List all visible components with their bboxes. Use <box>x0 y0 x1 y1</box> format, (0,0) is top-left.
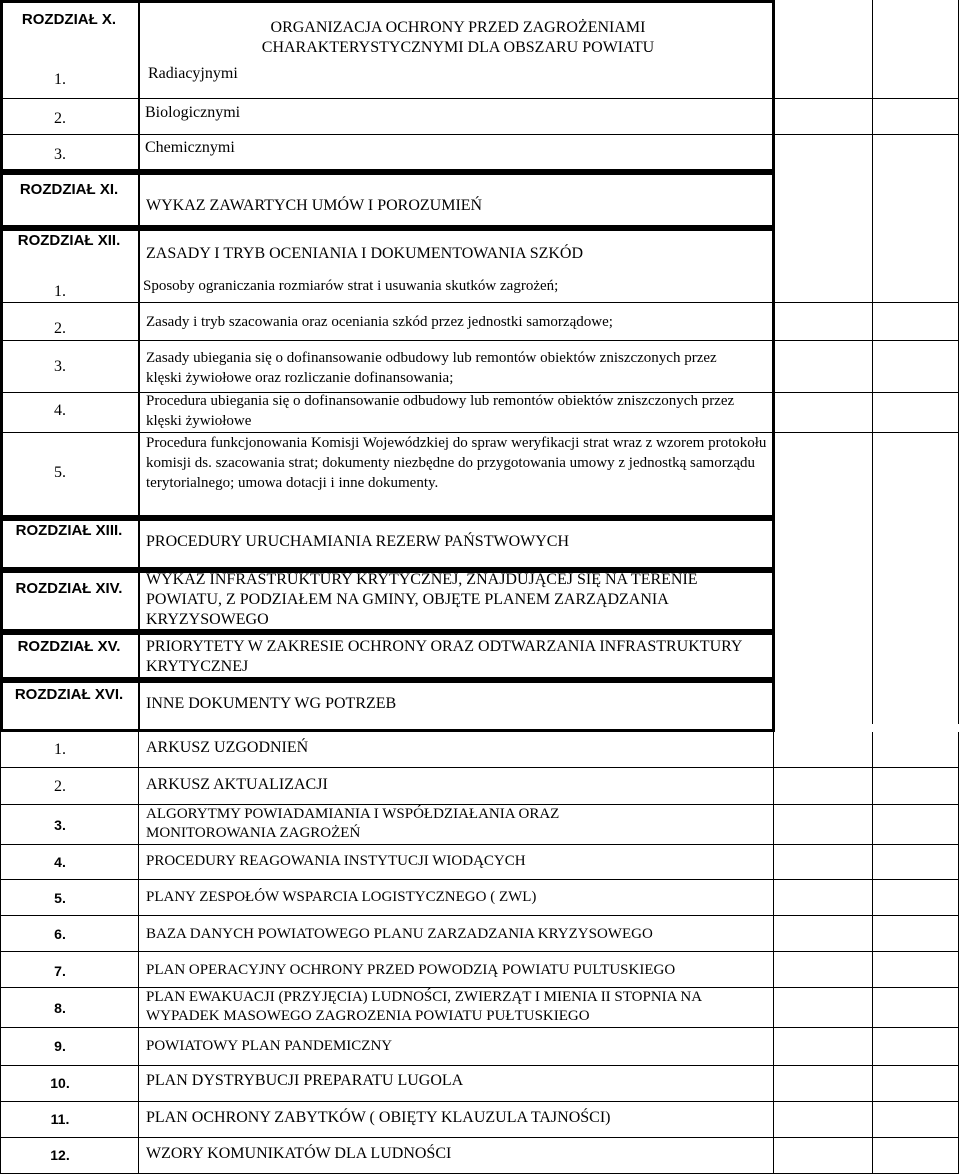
item-number: 5. <box>54 464 66 481</box>
section-title: WYKAZ INFRASTRUKTURY KRYTYCZNEJ, ZNAJDUJĄCEJ SIĘ NA TERENIE POWIATU, Z PODZIAŁEM NA GMINY, OBJĘTE PLANEM ZARZĄDZANIA KRYZYSOWEGO <box>146 571 698 628</box>
item-number: 1. <box>54 283 66 300</box>
item-number: 3. <box>54 146 66 163</box>
section-title: ZASADY I TRYB OCENIANIA I DOKUMENTOWANIA SZKÓD <box>146 245 584 262</box>
annex-title: PLAN DYSTRYBUCJI PREPARATU LUGOLA <box>146 1072 464 1089</box>
item-text: Radiacyjnymi <box>148 65 238 82</box>
annex-title: PLANY ZESPOŁÓW WSPARCIA LOGISTYCZNEGO ( ZWL) <box>146 889 537 905</box>
section-label: ROZDZIAŁ XV. <box>17 638 121 655</box>
section-title: ORGANIZACJA OCHRONY PRZED ZAGROŻENIAMI CHARAKTERYSTYCZNYMI DLA OBSZARU POWIATU <box>261 19 655 56</box>
item-number: 4. <box>54 402 66 419</box>
section-label: ROZDZIAŁ XIII. <box>15 522 123 539</box>
section-title: INNE DOKUMENTY WG POTRZEB <box>146 695 397 712</box>
item-number: 2. <box>54 110 66 127</box>
annex-title: WZORY KOMUNIKATÓW DLA LUDNOŚCI <box>146 1145 452 1162</box>
section-label: ROZDZIAŁ XVI. <box>14 686 124 703</box>
item-text: Chemicznymi <box>145 139 235 156</box>
annex-title: PLAN OPERACYJNY OCHRONY PRZED POWODZIĄ POWIATU PULTUSKIEGO <box>146 962 676 978</box>
annex-number: 1. <box>54 741 66 758</box>
item-text: Zasady i tryb szacowania oraz oceniania szkód przez jednostki samorządowe; <box>146 314 613 330</box>
section-title: PROCEDURY URUCHAMIANIA REZERW PAŃSTWOWYCH <box>146 533 569 550</box>
section-label: ROZDZIAŁ X. <box>21 11 117 28</box>
item-text: Sposoby ograniczania rozmiarów strat i usuwania skutków zagrożeń; <box>143 278 559 294</box>
annex-number: 2. <box>54 778 66 795</box>
item-number: 1. <box>54 71 66 88</box>
annex-title: POWIATOWY PLAN PANDEMICZNY <box>146 1038 393 1054</box>
item-number: 3. <box>54 358 66 375</box>
annex-title: ARKUSZ UZGODNIEŃ <box>146 739 309 756</box>
section-label: ROZDZIAŁ XI. <box>19 181 119 198</box>
annex-number: 6. <box>54 926 66 942</box>
annex-number: 8. <box>54 1000 66 1016</box>
annex-title: ARKUSZ AKTUALIZACJI <box>146 776 328 793</box>
annex-title: PLAN EWAKUACJI (PRZYJĘCIA) LUDNOŚCI, ZWIERZĄT I MIENIA II STOPNIA NA WYPADEK MASOWEGO ZAGROZENIA POWIATU PUŁTUSKIEGO <box>146 989 702 1024</box>
section-title: WYKAZ ZAWARTYCH UMÓW I POROZUMIEŃ <box>146 197 483 214</box>
annex-number: 3. <box>54 817 66 833</box>
annex-title: ALGORYTMY POWIADAMIANIA I WSPÓŁDZIAŁANIA ORAZ MONITOROWANIA ZAGROŻEŃ <box>146 806 560 841</box>
section-label: ROZDZIAŁ XIV. <box>15 580 123 597</box>
item-text: Zasady ubiegania się o dofinansowanie odbudowy lub remontów obiektów zniszczonych przez klęski żywiołowe oraz rozliczanie dofinansowania; <box>146 350 717 386</box>
item-number: 2. <box>54 320 66 337</box>
annex-number: 7. <box>54 963 66 979</box>
annex-number: 10. <box>50 1075 70 1091</box>
annex-title: PLAN OCHRONY ZABYTKÓW ( OBIĘTY KLAUZULA TAJNOŚCI) <box>146 1109 611 1126</box>
section-title: PRIORYTETY W ZAKRESIE OCHRONY ORAZ ODTWARZANIA INFRASTRUKTURY KRYTYCZNEJ <box>146 638 742 675</box>
item-text: Procedura funkcjonowania Komisji Wojewódzkiej do spraw weryfikacji strat wraz z wzorem protokołu komisji ds. szacowania strat; dokumenty niezbędne do przygotowania umowy z jednostką samorządu terytorialnego; umowa dotacji i inne dokumenty. <box>146 435 767 491</box>
annex-number: 12. <box>50 1147 70 1163</box>
section-label: ROZDZIAŁ XII. <box>17 232 121 249</box>
annex-number: 11. <box>50 1111 70 1127</box>
annex-number: 5. <box>54 890 66 906</box>
item-text: Biologicznymi <box>145 104 241 121</box>
annex-number: 9. <box>54 1038 66 1054</box>
annex-number: 4. <box>54 854 66 870</box>
annex-title: PROCEDURY REAGOWANIA INSTYTUCJI WIODĄCYCH <box>146 853 526 869</box>
annex-title: BAZA DANYCH POWIATOWEGO PLANU ZARZADZANIA KRYZYSOWEGO <box>146 926 653 942</box>
item-text: Procedura ubiegania się o dofinansowanie odbudowy lub remontów obiektów zniszczonych przez klęski żywiołowe <box>146 393 735 429</box>
